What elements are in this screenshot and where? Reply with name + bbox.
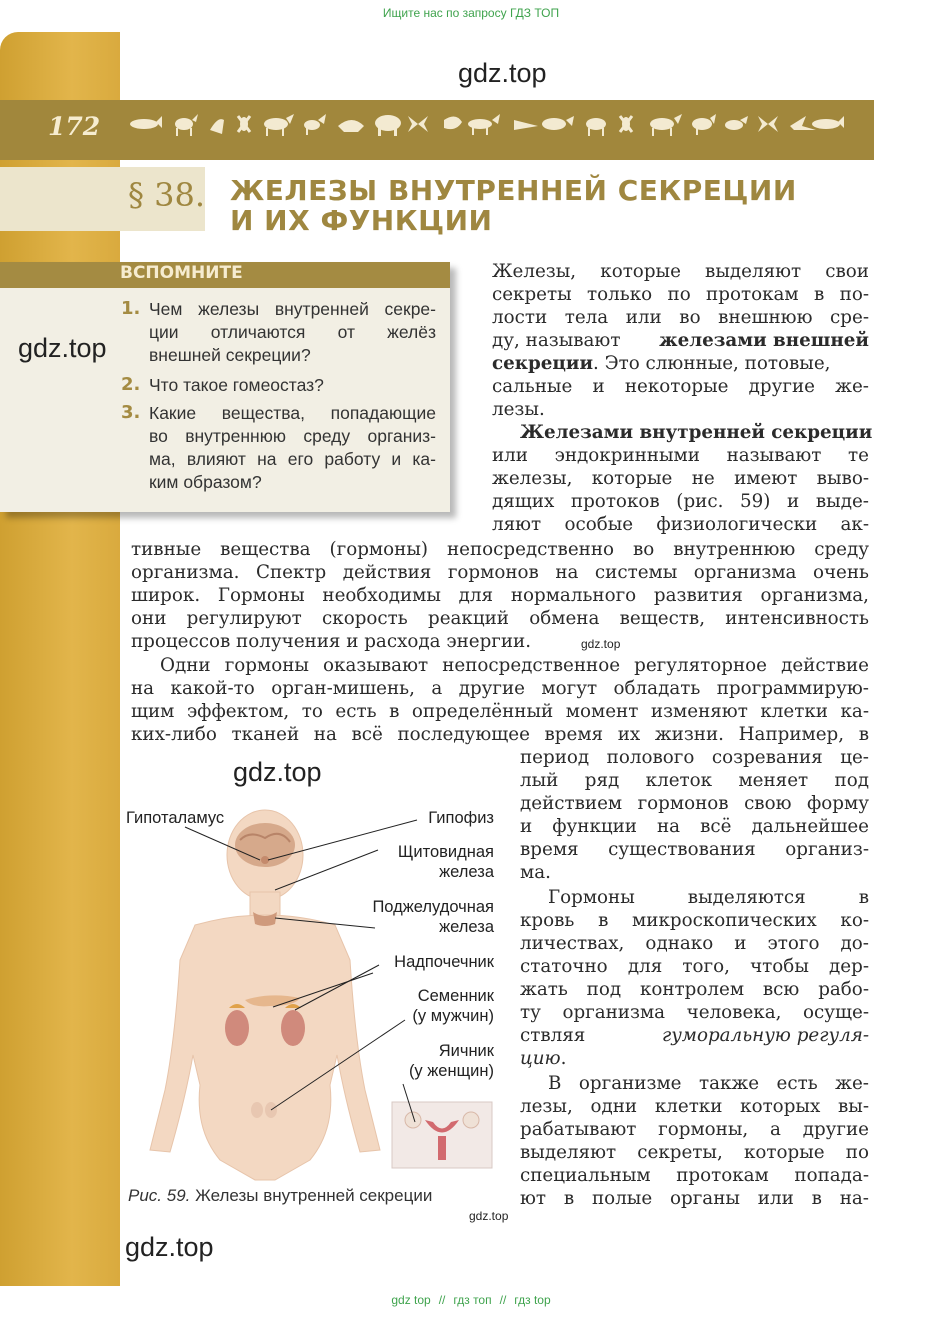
text-line: ляют особые физиологически ак- <box>492 514 869 535</box>
text-line: Одни гормоны оказывают непосредственное регуляторное действие <box>160 655 869 676</box>
text-line: время существования организ- <box>520 839 869 860</box>
label-testis: Семенник (у мужчин) <box>412 987 494 1025</box>
text-line: жать под контролем всю рабо- <box>520 979 869 1000</box>
text-line: секреции. Это слюнные, потовые, <box>492 353 831 374</box>
label-pituitary: Гипофиз <box>428 809 494 827</box>
watermark: gdz.top <box>233 757 322 787</box>
label-ovary: Яичник (у женщин) <box>408 1042 494 1080</box>
text-line: щим эффектом, то есть в определённый момент изменяют клетки ка- <box>131 701 869 722</box>
watermark: gdz.top <box>469 1209 509 1223</box>
text-line: и функции на всё дальнейшее <box>520 816 869 837</box>
bold-term: секреции <box>492 353 594 374</box>
text-line: широк. Гормоны необходимы для нормального развития организма, <box>131 585 869 606</box>
text-line: ствляя гуморальную регуля- <box>520 1025 869 1046</box>
text-line: ду, называют железами внешней <box>492 330 869 351</box>
bold-term: железами внешней <box>659 330 869 351</box>
label-pancreas: Поджелудочная железа <box>372 898 494 936</box>
label-hypothalamus: Гипоталамус <box>126 809 225 827</box>
question-number: 2. <box>121 374 141 395</box>
text-line: или эндокринными называют те <box>492 445 869 466</box>
question-3-line: во внутреннюю среду организ- <box>149 426 436 446</box>
text-line: период полового созревания це- <box>520 747 869 768</box>
text-line: В организме также есть же- <box>548 1073 869 1094</box>
watermark: gdz.top <box>581 637 621 651</box>
text-line: ту организма человека, осуще- <box>520 1002 869 1023</box>
watermark: gdz.top <box>458 58 547 88</box>
text-line: цию. <box>520 1048 567 1069</box>
text-line: лезы. <box>492 399 545 420</box>
italic-term: гуморальную регуля- <box>661 1025 869 1046</box>
section-title-line-1: ЖЕЛЕЗЫ ВНУТРЕННЕЙ СЕКРЕЦИИ <box>230 174 797 207</box>
text-line: действием гормонов свою форму <box>520 793 869 814</box>
top-note[interactable]: Ищите нас по запросу ГДЗ ТОП <box>382 6 560 20</box>
question-2-line: Что такое гомеостаз? <box>149 375 324 395</box>
text-line: на какой-то орган-мишень, а другие могут обладать программирую- <box>131 678 869 699</box>
label-thyroid: Щитовидная железа <box>397 843 494 881</box>
text-line: кровь в микроскопических ко- <box>520 910 869 931</box>
italic-term: цию <box>520 1048 561 1069</box>
text-line: дящих протоков (рис. 59) и выде- <box>492 491 869 512</box>
text-line: процессов получения и расхода энергии. <box>131 631 532 652</box>
text-line: ма. <box>520 862 551 883</box>
question-1-line: ции отличаются от желёз <box>149 322 436 342</box>
text-line: личествах, однако и этого до- <box>520 933 869 954</box>
text-line: лый ряд клеток меняет под <box>520 770 869 791</box>
label-adrenal: Надпочечник <box>394 953 494 971</box>
text-line: выделяют секреты, которые по <box>520 1142 869 1163</box>
text-line: ют в полые органы или в на- <box>520 1188 869 1209</box>
question-3-line: ма, влияют на его работу и ка- <box>149 449 436 469</box>
page-number: 172 <box>48 112 101 141</box>
text-line: рабатывают гормоны, а другие <box>520 1119 869 1140</box>
text-line: Гормоны выделяются в <box>548 887 869 908</box>
question-number: 3. <box>121 402 141 423</box>
bold-term: Железами внутренней секреции <box>520 422 873 443</box>
text-line: они регулируют скорость реакций обмена веществ, интенсивность <box>131 608 869 629</box>
remember-title: ВСПОМНИТЕ <box>120 263 243 283</box>
text-line: тивные вещества (гормоны) непосредственно во внутреннюю среду <box>131 539 869 560</box>
section-title <box>230 176 797 236</box>
text-line: лости тела или во внешнюю сре- <box>492 307 869 328</box>
question-3-line: Какие вещества, попадающие <box>149 403 436 423</box>
question-number: 1. <box>121 298 141 319</box>
text-line: железы, которые не имеют выво- <box>492 468 869 489</box>
text-line: статочно для того, чтобы дер- <box>520 956 869 977</box>
text-line: ких-либо тканей на всё последующее время их жизни. Например, в <box>131 724 869 745</box>
text-line: Железы, которые выделяют свои <box>492 261 869 282</box>
question-1-line: Чем железы внутренней секре- <box>149 299 436 319</box>
text-line: специальным протокам попада- <box>520 1165 869 1186</box>
text-line: секреты только по протокам в по- <box>492 284 869 305</box>
watermark: gdz.top <box>125 1232 214 1262</box>
text-line: лезы, одни клетки которых вы- <box>520 1096 869 1117</box>
paragraph-number: § 38. <box>128 176 206 214</box>
question-1-line: внешней секреции? <box>149 345 311 365</box>
animal-silhouettes-decoration <box>126 110 846 138</box>
section-title-line-2: И ИХ ФУНКЦИИ <box>230 204 493 237</box>
figure-caption: Рис. 59. Железы внутренней секреции <box>128 1186 433 1205</box>
bottom-note[interactable]: gdz top // гдз топ // гдз top <box>391 1293 551 1307</box>
text-line: организма. Спектр действия гормонов на системы организма очень <box>131 562 869 583</box>
question-3-line: ким образом? <box>149 472 262 492</box>
watermark: gdz.top <box>18 333 107 363</box>
text-line: сальные и некоторые другие же- <box>492 376 869 397</box>
